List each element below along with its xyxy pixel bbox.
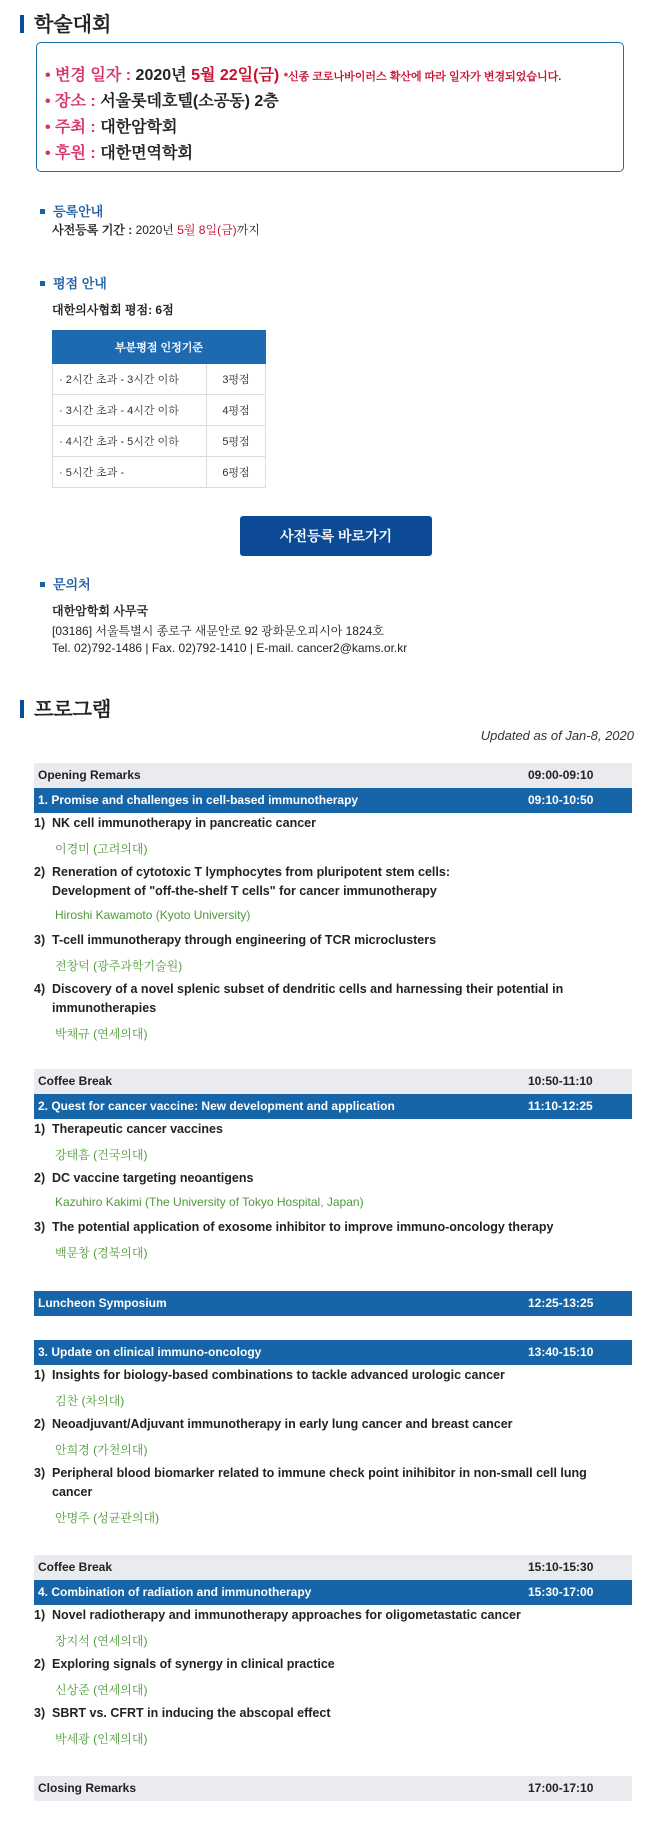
speaker: 백문창 (경북의대) xyxy=(55,1246,148,1260)
talk-number: 2) xyxy=(34,865,46,879)
section-title-conference xyxy=(20,8,111,37)
talk-title-line: Development of "off-the-shelf T cells" for cancer immunotherapy xyxy=(52,884,437,898)
talk-item xyxy=(34,1415,513,1434)
session-1-row xyxy=(34,788,632,813)
credit-points: 5평점 xyxy=(207,426,266,457)
speaker: 안명주 (성균관의대) xyxy=(55,1511,160,1525)
speaker: 박채규 (연세의대) xyxy=(55,1027,148,1041)
talk-title: Exploring signals of synergy in clinical practice xyxy=(52,1657,335,1671)
talk-title: NK cell immunotherapy in pancreatic cancer xyxy=(52,816,316,830)
talk-number: 3) xyxy=(34,933,46,947)
updated-date: Updated as of Jan-8, 2020 xyxy=(480,728,634,743)
date-line: • 변경 일자 : 2020년 5월 22일(금) *신종 코로나바이러스 확산에 따라 일자가 변경되었습니다. xyxy=(45,67,562,84)
talk-item xyxy=(34,931,436,950)
credit-points: 3평점 xyxy=(207,364,266,395)
speaker: 강태흠 (건국의대) xyxy=(55,1148,148,1162)
date-highlight: 5월 22일(금) xyxy=(191,67,280,84)
registration-period xyxy=(52,221,260,238)
conference-info-box xyxy=(36,42,624,172)
talk-item xyxy=(34,1120,223,1139)
talk-title-line: Peripheral blood biomarker related to immune check point inihibitor in non-small cell lung xyxy=(52,1466,587,1480)
table-row xyxy=(53,426,266,457)
row-time: 13:40-15:10 xyxy=(528,1345,594,1359)
row-label: Coffee Break xyxy=(38,1560,113,1574)
credits-heading-text: 평점 안내 xyxy=(53,276,107,291)
talk-title: SBRT vs. CFRT in inducing the abscopal effect xyxy=(52,1706,331,1720)
opening-remarks-row xyxy=(34,763,632,788)
bullet-square-icon xyxy=(40,582,45,587)
bullet-square-icon xyxy=(40,209,45,214)
section-title-program xyxy=(20,693,111,722)
speaker: 김찬 (차의대) xyxy=(55,1394,125,1408)
talk-title xyxy=(52,1464,587,1502)
talk-number: 2) xyxy=(34,1417,46,1431)
sponsor-line: • 후원 : 대한면역학회 xyxy=(45,145,193,162)
date-change-note: *신종 코로나바이러스 확산에 따라 일자가 변경되었습니다. xyxy=(283,71,562,83)
program-title-text: 프로그램 xyxy=(34,699,112,721)
talk-title-line: Reneration of cytotoxic T lymphocytes from pluripotent stem cells: xyxy=(52,865,450,879)
conference-title-text: 학술대회 xyxy=(34,14,112,36)
date-label: 변경 일자 : xyxy=(55,67,132,84)
sponsor-label: 후원 : xyxy=(55,145,96,162)
talk-title-line: cancer xyxy=(52,1485,93,1499)
credit-points: 6평점 xyxy=(207,457,266,488)
luncheon-symposium-row xyxy=(34,1291,632,1316)
coffee-break-row xyxy=(34,1069,632,1094)
talk-title: Neoadjuvant/Adjuvant immunotherapy in early lung cancer and breast cancer xyxy=(52,1417,513,1431)
speaker: Kazuhiro Kakimi (The University of Tokyo Hospital, Japan) xyxy=(55,1195,364,1209)
talk-title: Novel radiotherapy and immunotherapy approaches for oligometastatic cancer xyxy=(52,1608,521,1622)
talk-title-line: Discovery of a novel splenic subset of dendritic cells and harnessing their potential in xyxy=(52,982,564,996)
table-row xyxy=(53,395,266,426)
session-2-row xyxy=(34,1094,632,1119)
contact-address: [03186] 서울특별시 종로구 새문안로 92 광화문오피시아 1824호 xyxy=(52,624,384,638)
talk-number: 3) xyxy=(34,1220,46,1234)
pre-registration-button[interactable]: 사전등록 바로가기 xyxy=(240,516,432,556)
row-time: 09:00-09:10 xyxy=(528,768,594,782)
talk-item xyxy=(34,1464,587,1502)
credit-range: · 4시간 초과 - 5시간 이하 xyxy=(53,426,207,457)
row-label: Opening Remarks xyxy=(38,768,141,782)
talk-item xyxy=(34,863,450,901)
credit-range: · 5시간 초과 - xyxy=(53,457,207,488)
speaker: 이경미 (고려의대) xyxy=(55,842,148,856)
contact-org: 대한암학회 사무국 xyxy=(52,604,149,618)
row-time: 10:50-11:10 xyxy=(528,1074,593,1088)
row-label: Coffee Break xyxy=(38,1074,113,1088)
row-time: 11:10-12:25 xyxy=(528,1099,593,1113)
talk-item xyxy=(34,1366,505,1385)
speaker: Hiroshi Kawamoto (Kyoto University) xyxy=(55,908,251,922)
talk-title: Therapeutic cancer vaccines xyxy=(52,1122,223,1136)
talk-number: 2) xyxy=(34,1171,46,1185)
row-time: 15:10-15:30 xyxy=(528,1560,594,1574)
row-time: 15:30-17:00 xyxy=(528,1585,594,1599)
talk-number: 1) xyxy=(34,816,46,830)
venue-line: • 장소 : 서울롯데호텔(소공동) 2층 xyxy=(45,93,279,110)
period-suffix: 까지 xyxy=(236,223,260,237)
talk-item xyxy=(34,814,316,833)
talk-number: 1) xyxy=(34,1608,46,1622)
talk-item xyxy=(34,980,563,1018)
talk-number: 2) xyxy=(34,1657,46,1671)
registration-heading-text: 등록안내 xyxy=(53,204,104,219)
talk-number: 3) xyxy=(34,1706,46,1720)
row-label: Luncheon Symposium xyxy=(38,1296,167,1310)
talk-number: 4) xyxy=(34,982,46,996)
credit-range: · 2시간 초과 - 3시간 이하 xyxy=(53,364,207,395)
bullet-square-icon xyxy=(40,281,45,286)
host-label: 주최 : xyxy=(55,119,96,136)
row-time: 12:25-13:25 xyxy=(528,1296,594,1310)
venue-value: 서울롯데호텔(소공동) 2층 xyxy=(100,93,279,110)
talk-item xyxy=(34,1606,521,1625)
title-bar-icon xyxy=(20,700,24,718)
contact-phone-email: Tel. 02)792-1486 | Fax. 02)792-1410 | E-mail. cancer2@kams.or.kr xyxy=(52,641,408,655)
talk-number: 3) xyxy=(34,1466,46,1480)
talk-title: The potential application of exosome inhibitor to improve immuno-oncology therapy xyxy=(52,1220,554,1234)
credits-heading xyxy=(40,273,107,292)
talk-title: DC vaccine targeting neoantigens xyxy=(52,1171,254,1185)
talk-title-line: immunotherapies xyxy=(52,1001,157,1015)
speaker: 안희경 (가천의대) xyxy=(55,1443,148,1457)
talk-title: T-cell immunotherapy through engineering of TCR microclusters xyxy=(52,933,437,947)
period-prefix: 2020년 xyxy=(135,223,174,237)
session-3-row xyxy=(34,1340,632,1365)
host-line: • 주최 : 대한암학회 xyxy=(45,119,178,136)
credit-table xyxy=(52,330,266,488)
kma-credits: 대한의사협회 평점: 6점 xyxy=(52,303,174,317)
talk-title xyxy=(52,980,563,1018)
speaker: 전창덕 (광주과학기술원) xyxy=(55,959,183,973)
row-label: 2. Quest for cancer vaccine: New development and application xyxy=(38,1099,395,1113)
talk-item xyxy=(34,1655,335,1674)
credit-points: 4평점 xyxy=(207,395,266,426)
coffee-break-row xyxy=(34,1555,632,1580)
credit-table-header: 부분평점 인정기준 xyxy=(53,331,266,364)
speaker: 신상준 (연세의대) xyxy=(55,1683,148,1697)
row-label: Closing Remarks xyxy=(38,1781,137,1795)
period-highlight: 5월 8일(금) xyxy=(177,223,237,237)
registration-heading xyxy=(40,201,103,220)
talk-item xyxy=(34,1218,553,1237)
contact-heading-text: 문의처 xyxy=(53,577,91,592)
speaker: 박세광 (인제의대) xyxy=(55,1732,148,1746)
title-bar-icon xyxy=(20,15,24,33)
venue-label: 장소 : xyxy=(55,93,96,110)
row-time: 09:10-10:50 xyxy=(528,793,594,807)
speaker: 장지석 (연세의대) xyxy=(55,1634,148,1648)
talk-number: 1) xyxy=(34,1368,46,1382)
credit-range: · 3시간 초과 - 4시간 이하 xyxy=(53,395,207,426)
session-4-row xyxy=(34,1580,632,1605)
talk-title: Insights for biology-based combinations to tackle advanced urologic cancer xyxy=(52,1368,505,1382)
talk-title xyxy=(52,863,450,901)
talk-item xyxy=(34,1169,253,1188)
host-value: 대한암학회 xyxy=(100,119,178,136)
period-label: 사전등록 기간 : xyxy=(52,223,133,237)
closing-remarks-row xyxy=(34,1776,632,1801)
sponsor-value: 대한면역학회 xyxy=(100,145,193,162)
row-label: 1. Promise and challenges in cell-based immunotherapy xyxy=(38,793,359,807)
row-label: 4. Combination of radiation and immunotherapy xyxy=(38,1585,312,1599)
talk-number: 1) xyxy=(34,1122,46,1136)
table-row xyxy=(53,364,266,395)
talk-item xyxy=(34,1704,331,1723)
table-row xyxy=(53,457,266,488)
row-label: 3. Update on clinical immuno-oncology xyxy=(38,1345,262,1359)
row-time: 17:00-17:10 xyxy=(528,1781,594,1795)
contact-heading xyxy=(40,574,91,593)
date-prefix: 2020년 xyxy=(135,67,187,84)
